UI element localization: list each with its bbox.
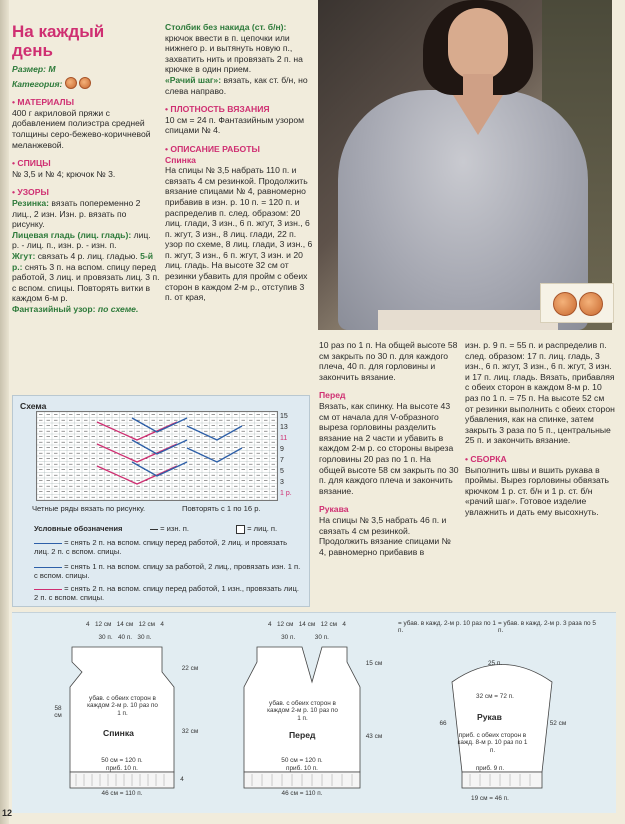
cable-pattern <box>12 251 160 304</box>
patterns-heading: • УЗОРЫ <box>12 187 160 198</box>
row-number: 15 <box>280 413 288 420</box>
back-title: Спинка <box>165 154 196 165</box>
crab-name: «Рачий шаг»: <box>165 74 222 85</box>
front-top-measures <box>242 621 372 628</box>
back-name: Спинка <box>103 728 134 738</box>
sleeve-note-1: = убав. в кажд. 2-м р. 10 раз по 1 п. <box>398 620 496 635</box>
legend-item-1 <box>34 538 304 556</box>
back-height-lower: 32 см <box>181 728 199 735</box>
work-heading: • ОПИСАНИЕ РАБОТЫ <box>165 144 313 155</box>
category-label <box>12 75 160 90</box>
row-number: 11 <box>280 435 288 442</box>
column-right-a <box>319 340 459 557</box>
yarn-ball-icon <box>553 292 577 316</box>
legend-item-2 <box>34 562 304 580</box>
legend-1-text: = снять 2 п. на вспом. спицу перед работой, 2 лиц. и провязать лиц. 2 п. с вспом. спицы. <box>34 538 288 556</box>
back-width: 50 см = 120 п. <box>101 757 143 764</box>
assembly-heading: • СБОРКА <box>465 454 615 465</box>
measure: 4 <box>268 621 272 628</box>
chart-footer-left: Четные ряды вязать по рисунку. <box>32 504 146 513</box>
legend-purl <box>150 524 189 533</box>
front-top-stitches <box>255 634 355 641</box>
row-number: 7 <box>280 457 284 464</box>
front-height-total: 43 см <box>365 733 383 740</box>
front-title: Перед <box>319 390 346 401</box>
article-title: На каждый день <box>12 22 105 60</box>
row-number: 13 <box>280 424 288 431</box>
back-rib-width: 46 см = 110 п. <box>101 790 143 797</box>
sleeve-cuff: 19 см = 46 п. <box>471 795 509 802</box>
yarn-ball-icon <box>79 77 91 89</box>
materials-text: 400 г акриловой пряжи с добавлением полиэстра средней толщины серо-бежево-коричневой меланжевой. <box>12 107 151 150</box>
measure: 4 <box>342 621 346 628</box>
cable-text: связать 4 р. лиц. гладью. <box>37 250 138 261</box>
legend-item-3 <box>34 584 304 602</box>
back-height-arm: 22 см <box>181 665 199 672</box>
sleeve-title: Рукава <box>319 504 349 515</box>
back-text: На спицы № 3,5 набрать 110 п. и связать 4 см резинкой. Продолжить вязание спицами № 4, равномерно прибавив в изн. р. 10 п. = 120 п. и распределив п. след. образом: 20 лиц. глади, 3 изн., 6 п. жгут, 3 изн., 6 п. жгут, 3 изн., 8 лиц. глади, 22 п. узор по схеме, 8 лиц. глади, 3 изн., 6 п. жгут, 3 изн., 6 п. жгут, 3 изн. и 20 лиц. гладь. На высоте 32 см от резинки убавить для пройм с обеих сторон в каждом 2-м р., отступив 3 п. от края, <box>165 165 313 303</box>
sleeve-continued: изн. р. 9 п. = 55 п. и распределив п. след. образом: 17 п. лиц. гладь, 3 изн., 6 п. жгут, 3 изн., 6 п. жгут, 3 изн. и 17 п. лиц. гладь. Вязать, прибавляя с обеих сторон в каждом 8-м р. 10 раз по 1 п. = 75 п. На высоте 52 см от резинки выполнить с обеих сторон убавления, как на спинке, затем закрыть 3 раза по 5 п., центральные 25 п. и закончить вязание. <box>465 340 615 446</box>
stitch-count: 30 п. <box>314 634 329 641</box>
rib-name: Резинка: <box>12 197 49 208</box>
tools-heading: • СПИЦЫ <box>12 158 160 169</box>
measure: 14 см <box>116 621 134 628</box>
stockinette-text: лиц. р. - лиц. п., изн. р. - изн. п. <box>12 229 151 251</box>
sc-heading: Столбик без накида (ст. б/н): <box>165 22 287 32</box>
gauge-heading: • ПЛОТНОСТЬ ВЯЗАНИЯ <box>165 104 313 115</box>
yarn-ball-icon <box>65 77 77 89</box>
row-number: 5 <box>280 468 284 475</box>
stitch-count: 30 п. <box>137 634 152 641</box>
sleeve-name: Рукав <box>477 712 502 722</box>
knit-symbol-icon <box>236 525 245 534</box>
stockinette-name: Лицевая гладь (лиц. гладь): <box>12 229 132 240</box>
legend-2-text: = снять 1 п. на вспом. спицу за работой, 2 лиц., провязать изн. 1 п. с вспом. спицы. <box>34 562 301 580</box>
page-spine <box>0 0 9 824</box>
category-text: Категория: <box>12 78 63 89</box>
rib-pattern <box>12 198 160 230</box>
measure: 12 см <box>94 621 112 628</box>
back-decrease-note: убав. с обеих сторон в каждом 2-м р. 10 раз по 1 п. <box>87 695 158 717</box>
legend-knit <box>236 524 277 534</box>
cable-name: Жгут: <box>12 250 36 261</box>
rib-text: вязать попеременно 2 лиц., 2 изн. Изн. р. вязать по рисунку. <box>12 197 141 230</box>
measure: 4 <box>160 621 164 628</box>
cross-left-icon <box>34 589 62 590</box>
legend-title: Условные обозначения <box>34 524 123 533</box>
chart-footer-right: Повторять с 1 по 16 р. <box>182 504 261 513</box>
crab-text: вязать, как ст. б/н, но слева направо. <box>165 74 308 96</box>
front-decrease-note: убав. с обеих сторон в каждом 2-м р. 10 раз по 1 п. <box>267 700 338 722</box>
front-height-neck: 15 см <box>365 660 383 667</box>
yarn-ball-icon <box>579 292 603 316</box>
purl-symbol-icon <box>150 529 158 530</box>
back-top-stitches <box>75 634 175 641</box>
stitch-count: 30 п. <box>281 634 296 641</box>
legend-knit-text: = лиц. п. <box>247 524 278 533</box>
column-right-b <box>465 340 615 518</box>
column-left <box>12 22 160 314</box>
model-face <box>448 8 508 80</box>
assembly-text: Выполнить швы и вшить рукава в проймы. Вырез горловины обвязать крючком 1 р. ст. б/н и 1 р. ст. б/н «рачий шаг». Готовое изделие увлажнить и дать ему высохнуть. <box>465 464 610 517</box>
cable-row5: 5-й р.: <box>12 250 154 272</box>
back-continued: 10 раз по 1 п. На общей высоте 58 см закрыть по 30 п. для каждого плеча, 40 п. для горловины и закончить вязание. <box>319 340 458 382</box>
model-pants <box>378 310 558 330</box>
sleeve-height-total: 66 <box>439 720 447 727</box>
v-neckline <box>453 95 503 135</box>
front-increase: приб. 10 п. <box>286 765 318 772</box>
cable-row5-text: снять 3 п. на вспом. спицу перед работой, 3 лиц. и провязать лиц. 3 п. с вспом. спицы. Повторять витки в каждом 6-м р. <box>12 261 160 304</box>
stitch-count: 40 п. <box>117 634 133 641</box>
fancy-name: Фантазийный узор: <box>12 303 96 314</box>
front-width: 50 см = 120 п. <box>281 757 323 764</box>
measure: 14 см <box>298 621 316 628</box>
sleeve-height-cap: 52 см <box>549 720 567 727</box>
column-middle <box>165 22 313 303</box>
sleeve-text: На спицы № 3,5 набрать 46 п. и связать 4 см резинкой. Продолжить вязание спицами № 4, равномерно прибавив в <box>319 514 451 557</box>
fancy-text: по схеме. <box>97 303 139 314</box>
chart-label: Схема <box>20 401 47 411</box>
front-name: Перед <box>289 730 316 740</box>
back-increase: приб. 10 п. <box>106 765 138 772</box>
category-badge <box>540 283 614 323</box>
crab-stitch <box>165 75 313 96</box>
materials-heading: • МАТЕРИАЛЫ <box>12 97 160 108</box>
sleeve-top: 25 п. <box>487 660 503 667</box>
model-photo <box>318 0 612 330</box>
measure: 4 <box>86 621 90 628</box>
gauge-text: 10 см = 24 п. Фантазийным узором спицами № 4. <box>165 114 305 136</box>
back-rib-height: 4 <box>180 776 184 783</box>
back-top-measures <box>60 621 190 628</box>
fancy-pattern <box>12 304 160 315</box>
front-rib-width: 46 см = 110 п. <box>281 790 323 797</box>
stockinette-pattern <box>12 230 160 251</box>
measure: 12 см <box>138 621 156 628</box>
sleeve-width: 32 см = 72 п. <box>476 693 514 700</box>
page-number: 12 <box>2 808 13 818</box>
size-label: Размер: М <box>12 64 56 74</box>
sleeve-increase: приб. 9 п. <box>475 765 505 772</box>
sleeve-note-2: = убав. в кажд. 2-м р. 3 раза по 5 п. <box>498 620 596 635</box>
tools-text: № 3,5 и № 4; крючок № 3. <box>12 168 116 179</box>
measure: 12 см <box>276 621 294 628</box>
row-number: 3 <box>280 479 284 486</box>
sleeve-increase-note: приб. с обеих сторон в кажд. 8-м р. 10 раз по 1 п. <box>457 732 528 754</box>
measure: 12 см <box>320 621 338 628</box>
front-text: Вязать, как спинку. На высоте 43 см от начала для V-образного выреза горловины разделить вязание на 2 части и убавить в каждом 2-м р. со стороны выреза горловины 20 раз по 1 п. На общей высоте 58 см закрыть по 30 п. для каждого плеча и закончить вязание. <box>319 400 459 496</box>
back-height-total: 58 см <box>54 705 62 720</box>
legend-3-text: = снять 2 п. на вспом. спицу перед работой, 1 изн., провязать лиц. 2 п. с вспом. спицы. <box>34 584 299 602</box>
row-number: 9 <box>280 446 284 453</box>
legend-purl-text: = изн. п. <box>160 524 190 533</box>
stitch-chart-grid <box>36 411 278 501</box>
stitch-count: 30 п. <box>98 634 113 641</box>
cross-right-icon <box>34 567 62 568</box>
row-number: 1 р. <box>280 490 292 497</box>
sc-text: крючок ввести в п. цепочки или нижнего р. и вытянуть новую п., захватить нить и провязать 2 п. на крючке в один прием. <box>165 32 303 75</box>
cable-left-icon <box>34 543 62 544</box>
